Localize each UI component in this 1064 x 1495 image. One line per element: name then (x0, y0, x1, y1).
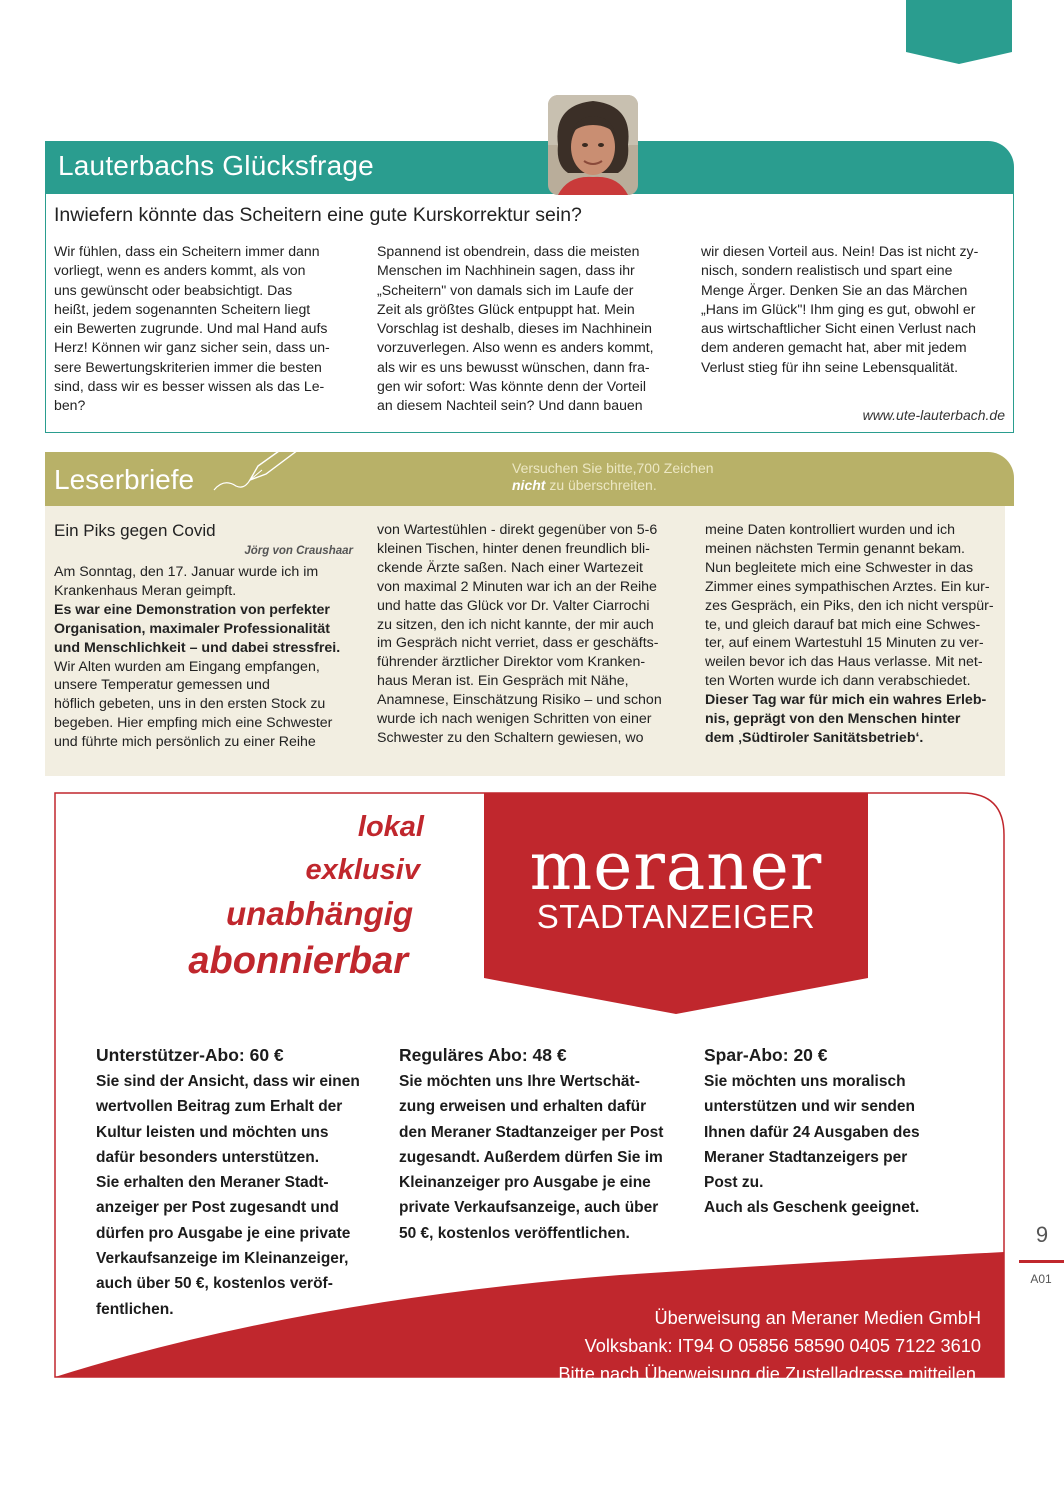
text-line-bold: dem ‚Südtiroler Sanitätsbetrieb‘. (705, 729, 924, 746)
text-line: Verlust stieg für ihn seine Lebensqualität. (701, 358, 958, 375)
page-code: A01 (1030, 1272, 1052, 1286)
text-line: te, und gleich darauf bat mich eine Schwes- (705, 616, 981, 633)
text-line: Krankenhaus Meran geimpft. (54, 582, 237, 599)
leserbriefe-title: Leserbriefe (54, 464, 195, 495)
text-line: vorliegt, wenn es anders kommt, als von (54, 262, 306, 279)
text-line: wurde ich nach wenigen Schritten von einer (377, 711, 652, 728)
text-line: Herz! Können wir ganz sicher sein, dass un- (54, 339, 330, 356)
text-line: Spannend ist obendrein, dass die meisten (377, 243, 640, 259)
text-line: von maximal 2 Minuten war ich an der Reihe (377, 578, 657, 595)
abo-title: Spar-Abo: 20 € (704, 1045, 828, 1065)
text-line: zu sitzen, den ich nicht kannte, der mir auch (377, 616, 654, 633)
text-line: Kleinanzeiger pro Ausgabe je eine (399, 1174, 651, 1192)
slogan-line: unabhängig (226, 895, 413, 932)
brand-logo-main: meraner (529, 828, 823, 905)
text-line: ten Worten wurde ich dann verabschiedet. (705, 673, 971, 690)
letter-author: Jörg von Craushaar (244, 545, 353, 557)
abo-option-saver (704, 1042, 989, 1221)
gluecksfrage-title: Lauterbachs Glücksfrage (58, 150, 374, 181)
brand-logo-sub: STADTANZEIGER (536, 898, 816, 935)
payment-note: Bitte nach Überweisung die Zustelladresse mitteilen. (558, 1364, 981, 1384)
page-number: 9 (1035, 1222, 1049, 1247)
author-website-link[interactable]: www.ute-lauterbach.de (862, 407, 1005, 423)
text-line: Menschen im Nachhinein sagen, dass ihr (377, 262, 635, 279)
text-line: heißt, jedem sogenannten Scheitern liegt (54, 300, 311, 317)
text-line: Zeit als größtes Glück entpuppt hat. Mein (377, 300, 635, 317)
text-line: Anamnese, Einschätzung Risiko – und schon (377, 692, 662, 709)
text-line: Menge Ärger. Denken Sie an das Märchen (701, 281, 968, 298)
text-line: unterstützen und wir senden (704, 1098, 915, 1116)
text-line-bold: nis, geprägt von den Menschen hinter (705, 711, 961, 728)
text-line: sind, dass wir es besser wissen als das Le- (54, 378, 325, 395)
abo-title: Reguläres Abo: 48 € (399, 1045, 567, 1065)
hint-line: Versuchen Sie bitte,700 Zeichen (512, 460, 714, 476)
text-line: Am Sonntag, den 17. Januar wurde ich im (54, 564, 319, 580)
text-line-bold: und Menschlichkeit – und dabei stressfrei. (54, 639, 341, 656)
text-line: fentlichen. (96, 1300, 174, 1318)
hint-emphasis: nicht (512, 477, 546, 493)
text-line: ben? (54, 397, 86, 414)
text-line: höflich gebeten, uns in den ersten Stock zu (54, 696, 326, 713)
text-line: zes Gespräch, ein Piks, den ich nicht verspür- (705, 597, 994, 614)
text-line: den Meraner Stadtanzeiger per Post (399, 1123, 664, 1141)
text-line: anzeiger per Post zugesandt und (96, 1199, 339, 1217)
text-line: auch über 50 €, kostenlos veröf- (96, 1275, 333, 1293)
text-line-bold: Dieser Tag war für mich ein wahres Erleb- (705, 692, 987, 709)
text-line: Sie sind der Ansicht, dass wir einen (96, 1073, 360, 1090)
text-line: meine Daten kontrolliert wurden und ich (705, 522, 955, 538)
payment-iban: Volksbank: IT94 O 05856 58590 0405 7122 3610 (584, 1336, 981, 1356)
text-line: ein Bewerten zugrunde. Und mal Hand aufs (54, 320, 328, 337)
letter-title: Ein Piks gegen Covid (54, 521, 216, 540)
text-line: von Wartestühlen - direkt gegenüber von 5-6 (377, 522, 658, 538)
text-line: Vorschlag ist deshalb, dieses im Nachhinein (377, 320, 652, 337)
text-line: dem anderen gemacht hat, aber mit jedem (701, 339, 967, 356)
text-line: nisch, sondern realistisch und spart eine (701, 262, 953, 279)
text-line: Ihnen dafür 24 Ausgaben des (704, 1123, 920, 1141)
text-line: führender ärztlicher Direktor vom Kranken- (377, 654, 646, 671)
text-line: Auch als Geschenk geeignet. (704, 1199, 920, 1217)
payment-recipient: Überweisung an Meraner Medien GmbH (654, 1308, 981, 1328)
text-line: sere Bewertungskriterien immer die besten (54, 358, 322, 375)
text-line: Verkaufsanzeige im Kleinanzeiger, (96, 1250, 349, 1268)
abo-title: Unterstützer-Abo: 60 € (96, 1045, 284, 1065)
text-line: Kultur leisten und möchten uns (96, 1123, 329, 1141)
text-line: zugesandt. Außerdem dürfen Sie im (399, 1148, 663, 1166)
text-line: aus wirtschaftlicher Sicht einen Verlust nach (701, 320, 976, 337)
text-line: Nun begleitete mich eine Schwester in das (705, 559, 974, 576)
hint-rest: zu überschreiten. (545, 477, 657, 493)
text-line: „Hans im Glück"! Ihm ging es gut, obwohl er (701, 300, 976, 317)
text-line-bold: Organisation, maximaler Professionalität (54, 620, 330, 637)
text-line: Wir Alten wurden am Eingang empfangen, (54, 658, 320, 675)
text-line: private Verkaufsanzeige, auch über (399, 1199, 659, 1217)
text-line: 50 €, kostenlos veröffentlichen. (399, 1224, 630, 1242)
text-line: kleinen Tischen, hinter denen freundlich bli- (377, 540, 650, 557)
text-line: Schwester zu den Schaltern gewiesen, wo (377, 729, 644, 746)
text-line: Post zu. (704, 1174, 764, 1192)
text-line: Sie möchten uns moralisch (704, 1073, 906, 1090)
text-line: gen wir sofort: Was könnte denn der Vorteil (377, 378, 646, 395)
text-line-bold: Es war eine Demonstration von perfekter (54, 601, 330, 618)
text-line: zung erweisen und erhalten dafür (399, 1098, 647, 1116)
text-line: ter, auf einem Wartestuhl 15 Minuten zu ver- (705, 635, 984, 652)
text-line: dürfen pro Ausgabe je eine private (96, 1224, 351, 1242)
slogan-line: lokal (357, 811, 424, 843)
slogan-line: exklusiv (305, 854, 420, 886)
text-line: unsere Temperatur gemessen und (54, 677, 270, 694)
text-line: uns gewünscht oder beabsichtigt. Das (54, 281, 293, 298)
text-line: Zimmer eines sympathischen Arztes. Ein kur- (705, 578, 990, 595)
slogan-line: abonnierbar (188, 940, 408, 982)
text-line: wir diesen Vorteil aus. Nein! Das ist nicht zy- (701, 243, 979, 259)
text-line: und hatte das Glück vor Dr. Valter Ciarrochi (377, 597, 650, 614)
text-line: „Scheitern" von damals sich im Laufe der (377, 281, 634, 298)
text-line: wertvollen Beitrag zum Erhalt der (96, 1098, 343, 1116)
text-line: haus Meran ist. Ein Gespräch mit Nähe, (377, 673, 629, 690)
text-line: als wir es uns bewusst wünschen, dann fra- (377, 358, 650, 375)
text-line: meinen nächsten Termin genannt bekam. (705, 540, 966, 557)
text-line: Sie möchten uns Ihre Wertschät- (399, 1073, 640, 1090)
text-line: begeben. Hier empfing mich eine Schwester (54, 715, 333, 732)
text-line: an diesem Nachteil sein? Und dann bauen (377, 397, 643, 414)
gluecksfrage-question: Inwiefern könnte das Scheitern eine gute Kurskorrektur sein? (54, 204, 582, 226)
abo-option-regular (399, 1042, 684, 1246)
text-line: im Gespräch nicht verriet, dass er geschäfts- (377, 635, 659, 652)
text-line: Wir fühlen, dass ein Scheitern immer dann (54, 243, 320, 259)
text-line: und führte mich persönlich zu einer Reihe (54, 734, 316, 751)
text-line: Sie erhalten den Meraner Stadt- (96, 1174, 329, 1192)
abo-option-supporter (96, 1042, 381, 1322)
text-line: ckende Ärzte saßen. Nach einer Wartezeit (377, 559, 644, 576)
text-line: Meraner Stadtanzeigers per (704, 1148, 908, 1166)
text-line: weilen bevor ich das Haus verlasse. Mit net- (705, 654, 983, 671)
text-line: vorzuverlegen. Also wenn es anders kommt, (377, 339, 654, 356)
text-line: dafür besonders unterstützen. (96, 1148, 320, 1166)
page-number-divider (1019, 1260, 1064, 1263)
